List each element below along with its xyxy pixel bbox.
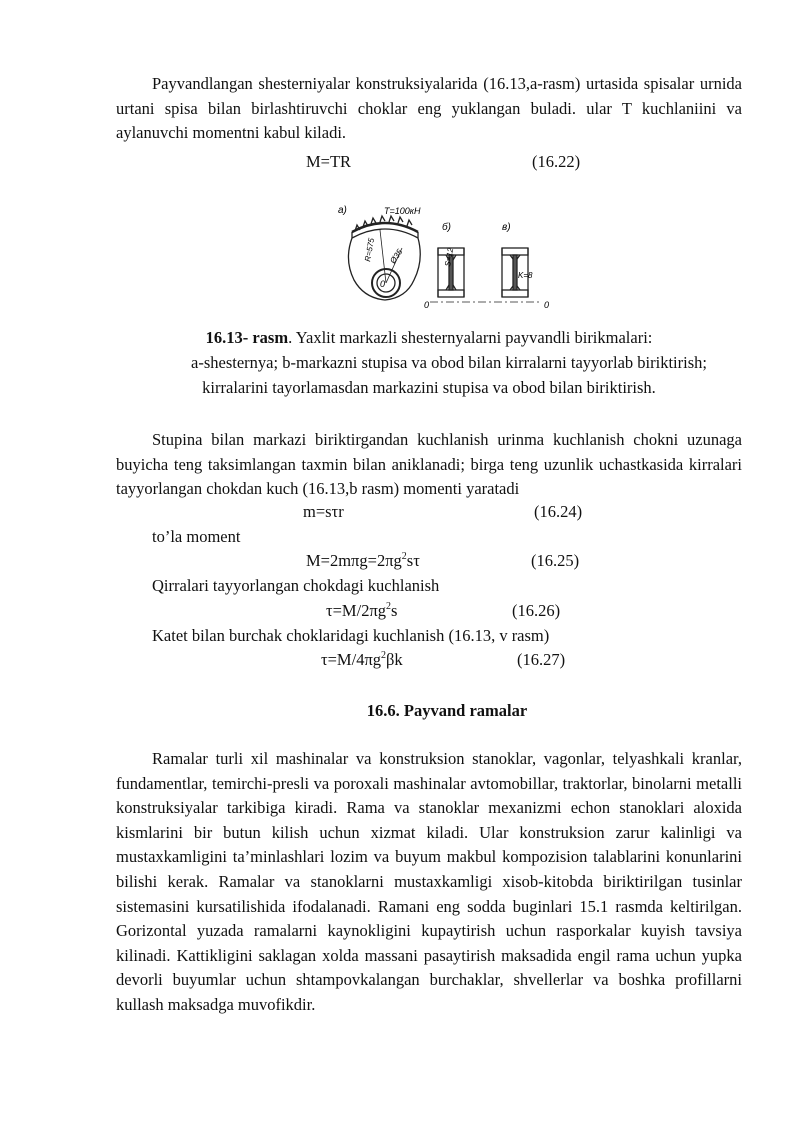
caption-title: . Yaxlit markazli shesternyalarni payvandli birikmalari: <box>288 328 653 347</box>
diameter-label: Ø35 <box>388 247 405 266</box>
axis-label-left: 0 <box>424 300 430 310</box>
equation-number: (16.22) <box>532 152 581 171</box>
equation-formula: M=TR <box>306 152 352 171</box>
paragraph-stupina: Stupina bilan markazi biriktirgandan kuchlanish urinma kuchlanish chokni uzunaga buyicha teng taksimlangan taxmin bilan aniklanadi; birga teng uzunlik uchastkasida kirralari tayyorlangan chokdan kuch (16.13,b rasm) momenti yaratadi <box>116 430 742 499</box>
section-heading: 16.6. Payvand ramalar <box>366 701 528 720</box>
equation-number: (16.27) <box>517 650 566 669</box>
equation-16-25: $M=2m\pi g=2\pi g^2s\tau$ <box>306 551 420 570</box>
equation-number: (16.25) <box>531 551 580 570</box>
equation-number: (16.24) <box>534 502 583 521</box>
s-label: S=12 <box>443 247 456 268</box>
force-label: T=100кН <box>384 206 421 216</box>
figure-16-13 <box>330 200 570 315</box>
radius-label: R=575 <box>363 237 377 263</box>
equation-16-22 <box>306 152 351 172</box>
k-label: K=8 <box>518 271 533 280</box>
label-b: б) <box>442 222 451 233</box>
caption-line-2: a-shesternya; b-markazni stupisa va obod bilan kirralarni tayyorlab biriktirish; <box>191 353 707 372</box>
paragraph-ramalar: Ramalar turli xil mashinalar va konstruksion stanoklar, vagonlar, telyashkali kranlar, fundamentlar, temirchi-presli va poroxali mashinalar avtomobillar, traktorlar, binolarni metalli konstruksiyalar tarkibiga kiradi. Rama va stanoklar mexanizmi echon stanoklari aloxida kismlarini bir butun kilish uchun xizmat kiladi. Ular konstruksion zarur kalinligi va mustaxkamligini ta’minlashlari lozim va buyum makbul kompozision talablarini konunlarini bilishi kerak. Ramalar va stanoklarni mustaxkamligi xisob-kitobda biriktirilgan tusinlar sistemasini kursatilishida ifodalanadi. Ramani eng sodda buginlari 15.1 rasmda keltirilgan. Gorizontal yuzada ramalarni kaynokligini kupaytirish uchun rasporkalar kuyish tavsiya kilinadi. Kattikligini saklagan xolda massani pasaytirish maksadida engil rama uchun yupka devorli buyumlar uchun shtampovkalangan burchaklar, shvellerlar va boshka profillarni kullash maksadga muvofikdir. <box>116 749 742 1014</box>
equation-16-27: $\tau=M/4\pi g^2\beta k$ <box>321 650 403 669</box>
text-qirra: Qirralari tayyorlangan chokdagi kuchlanish <box>152 576 440 595</box>
text-full-moment: to’la moment <box>152 527 241 546</box>
label-v: в) <box>502 222 511 233</box>
equation-number: (16.26) <box>512 601 561 620</box>
label-a: a) <box>338 205 347 216</box>
center-label: 0 <box>380 279 386 289</box>
paragraph-intro: Payvandlangan shesterniyalar konstruksiyalarida (16.13,a-rasm) urtasida spisalar urnida urtani spisa bilan birlashtiruvchi choklar eng yuklangan buladi. ular T kuchlaniini va aylanuvchi momentni kabul kiladi. <box>116 74 742 143</box>
equation-16-26: $\tau=M/2\pi g^2s$ <box>326 601 398 620</box>
caption-line-3: kirralarini tayorlamasdan markazini stupisa va obod bilan biriktirish. <box>202 378 656 397</box>
caption-number: 16.13- rasm <box>205 328 289 347</box>
text-katet: Katet bilan burchak choklaridagi kuchlanish (16.13, v rasm) <box>152 626 550 645</box>
equation-16-24 <box>303 502 344 522</box>
figure-caption <box>116 325 742 400</box>
axis-label-right: 0 <box>544 300 550 310</box>
equation-formula: m=sτr <box>303 502 344 521</box>
